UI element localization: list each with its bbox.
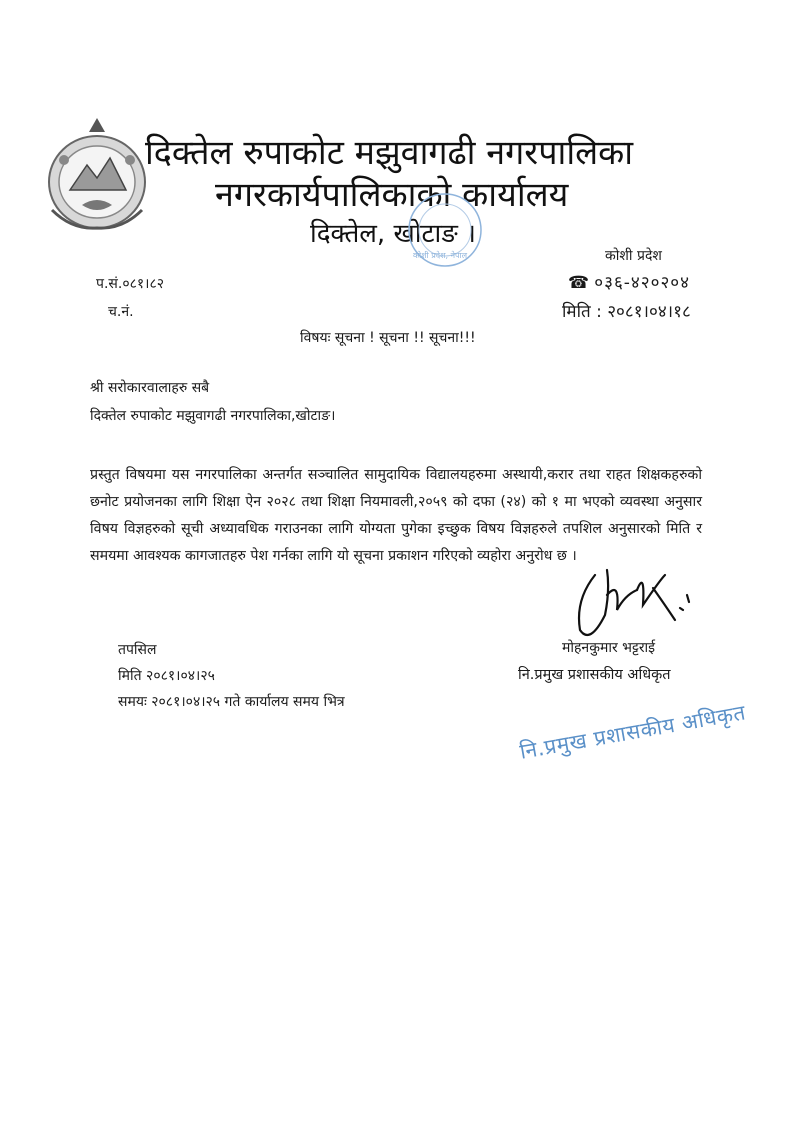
emblem-logo xyxy=(42,110,152,235)
municipality-name: दिक्तेल रुपाकोट मझुवागढी नगरपालिका xyxy=(145,133,634,173)
subject-line: विषयः सूचना ! सूचना !! सूचना!!! xyxy=(300,330,476,346)
office-location: दिक्तेल, खोटाङ । xyxy=(310,219,476,249)
telephone-icon: ☎ xyxy=(568,273,590,293)
notice-body: प्रस्तुत विषयमा यस नगरपालिका अन्तर्गत सञ्चालित सामुदायिक विद्यालयहरुमा अस्थायी,करार तथा राहत शिक्षकहरुको छनोट प्रयोजनका लागि शिक्षा ऐन २०२८ तथा शिक्षा नियमावली,२०५९ को दफा (२४) को १ मा भएको व्यवस्था अनुसार विषय विज्ञहरुको सूची अध्यावधिक गराउनका लागि योग्यता पुगेका इच्छुक विषय विज्ञहरुले तपशिल अनुसारको मिति र समयमा आवश्यक कागजातहरु पेश गर्नका लागि यो सूचना प्रकाशन गरिएको व्यहोरा अनुरोध छ । xyxy=(90,467,702,564)
signatory-title: नि.प्रमुख प्रशासकीय अधिकृत xyxy=(518,667,671,683)
reference-number: प.सं.०८१।८२ xyxy=(96,276,165,292)
recipient-line-2: दिक्तेल रुपाकोट मझुवागढी नगरपालिका,खोटाङ। xyxy=(90,408,336,424)
tapasil-date: मिति २०८१।०४।२५ xyxy=(118,668,215,684)
tapasil-time: समयः २०८१।०४।२५ गते कार्यालय समय भित्र xyxy=(118,694,345,710)
phone-row xyxy=(568,270,690,293)
tapasil-heading: तपसिल xyxy=(118,642,157,658)
province: कोशी प्रदेश xyxy=(605,248,662,264)
dispatch-number: च.नं. xyxy=(108,304,134,320)
signatory-name: मोहनकुमार भट्टराई xyxy=(562,640,656,656)
designation-stamp: नि.प्रमुख प्रशासकीय अधिकृत xyxy=(517,700,748,764)
office-name: नगरकार्यपालिकाको कार्यालय xyxy=(215,175,569,215)
recipient-line-1: श्री सरोकारवालाहरु सबै xyxy=(90,380,210,396)
phone-number: ०३६-४२०२०४ xyxy=(594,273,690,293)
letter-date: मिति : २०८१।०४।१८ xyxy=(562,302,691,322)
signature xyxy=(565,560,705,650)
seal-text: कोशी प्रदेश, नेपाल xyxy=(413,251,468,260)
